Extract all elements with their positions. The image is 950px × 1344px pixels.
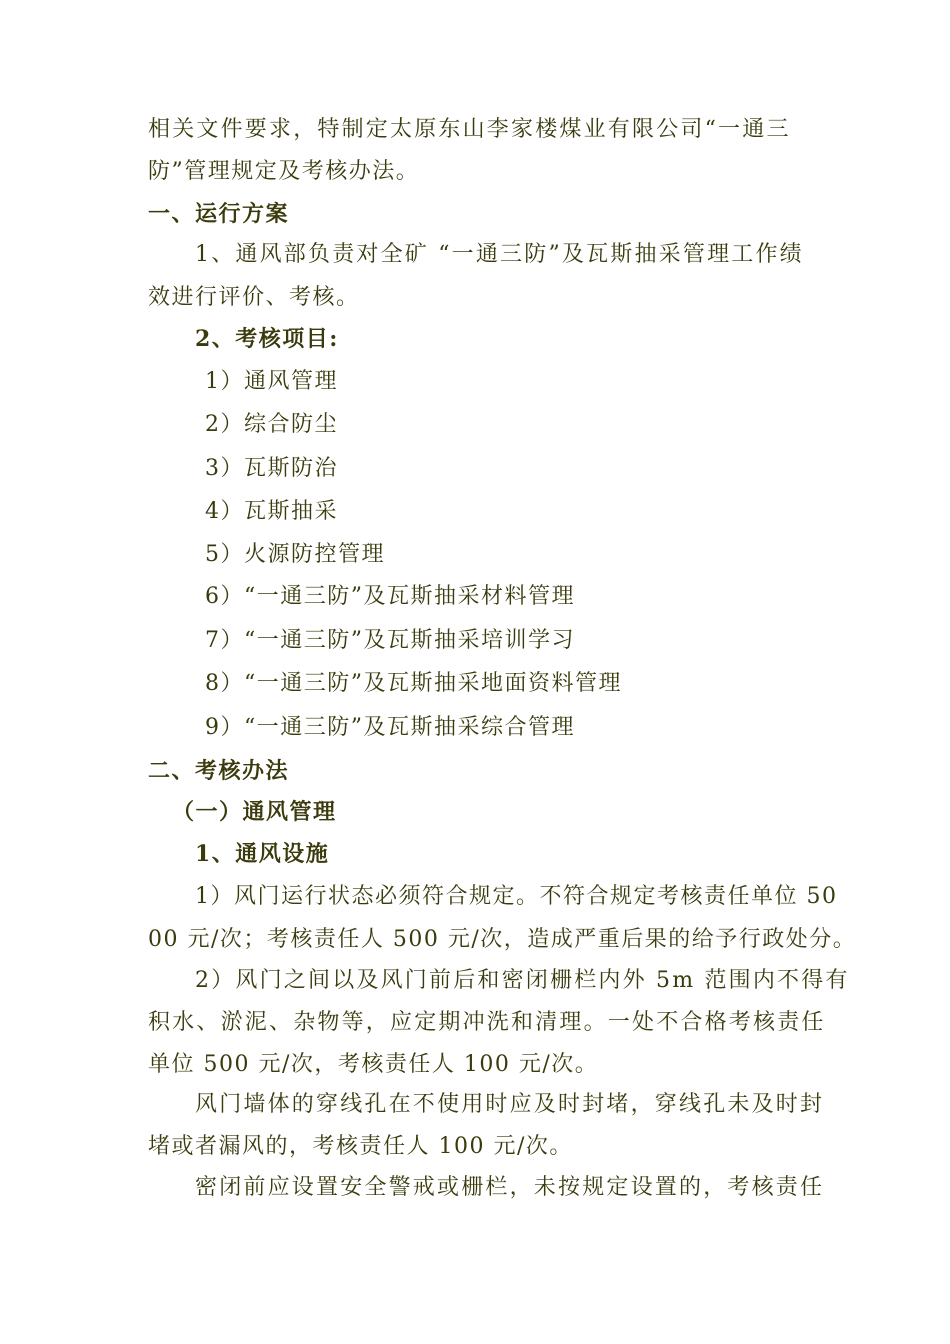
assessment-item: 4）瓦斯抽采 — [205, 499, 338, 524]
intro-line-1: 相关文件要求，特制定太原东山李家楼煤业有限公司“一通三 — [148, 117, 791, 142]
para1-line-2: 00 元/次；考核责任人 500 元/次，造成严重后果的给予行政处分。 — [148, 927, 857, 952]
sub-sub-heading-facilities: 1、通风设施 — [195, 841, 330, 867]
assessment-item: 5）火源防控管理 — [205, 542, 385, 567]
assessment-item: 3）瓦斯防治 — [205, 456, 338, 481]
assessment-item: 7）“一通三防”及瓦斯抽采培训学习 — [205, 628, 575, 653]
section-heading-1: 一、运行方案 — [148, 201, 290, 227]
assessment-item: 1）通风管理 — [205, 369, 338, 394]
intro-line-2: 防”管理规定及考核办法。 — [148, 159, 420, 184]
para2-line-1: 2）风门之间以及风门前后和密闭栅栏内外 5m 范围内不得有 — [195, 968, 850, 993]
para4-line-1: 密闭前应设置安全警戒或栅栏，未按规定设置的，考核责任 — [195, 1175, 825, 1200]
para1-line-1: 1）风门运行状态必须符合规定。不符合规定考核责任单位 50 — [195, 884, 838, 909]
assessment-item: 8）“一通三防”及瓦斯抽采地面资料管理 — [205, 671, 622, 696]
para2-line-2: 积水、淤泥、杂物等，应定期冲洗和清理。一处不合格考核责任 — [148, 1010, 826, 1035]
section1-item1-line-2: 效进行评价、考核。 — [148, 285, 360, 310]
para3-line-2: 堵或者漏风的，考核责任人 100 元/次。 — [148, 1134, 573, 1159]
section1-item1-line-1: 1、通风部负责对全矿 “一通三防”及瓦斯抽采管理工作绩 — [195, 242, 804, 267]
assessment-item: 9）“一通三防”及瓦斯抽采综合管理 — [205, 715, 575, 740]
para2-line-3: 单位 500 元/次，考核责任人 100 元/次。 — [148, 1052, 599, 1077]
section-heading-2: 二、考核办法 — [148, 758, 290, 784]
assessment-item: 2）综合防尘 — [205, 412, 338, 437]
para3-line-1: 风门墙体的穿线孔在不使用时应及时封堵，穿线孔未及时封 — [195, 1092, 825, 1117]
assessment-item: 6）“一通三防”及瓦斯抽采材料管理 — [205, 584, 575, 609]
assessment-items-heading: 2、考核项目: — [195, 326, 339, 352]
sub-heading-ventilation: （一）通风管理 — [172, 799, 337, 825]
